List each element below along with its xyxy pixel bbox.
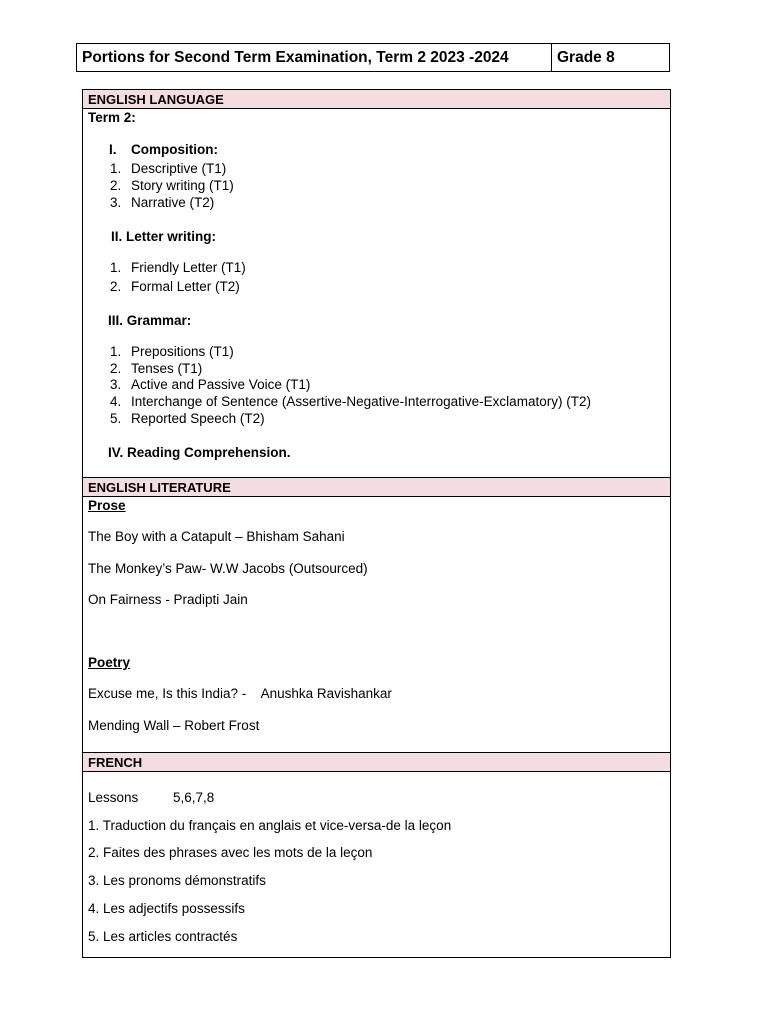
page-title: Portions for Second Term Examination, Term 2 2023 -2024	[77, 44, 552, 71]
poetry-item: Excuse me, Is this India? - Anushka Ravishankar	[88, 686, 392, 701]
list-item: Narrative (T2)	[131, 195, 215, 210]
grade-label: Grade 8	[557, 48, 615, 66]
poetry-item: Mending Wall – Robert Frost	[88, 718, 260, 733]
french-item: 1. Traduction du français en anglais et vice-versa-de la leçon	[88, 818, 452, 833]
list-item: Tenses (T1)	[131, 361, 203, 376]
english-literature-section	[82, 477, 671, 753]
french-item: 5. Les articles contractés	[88, 929, 238, 944]
french-item: 3. Les pronoms démonstratifs	[88, 873, 266, 888]
prose-item: On Fairness - Pradipti Jain	[88, 592, 248, 607]
prose-item: The Boy with a Catapult – Bhisham Sahani	[88, 529, 345, 544]
composition-numeral: I.	[109, 142, 117, 157]
list-number: 4.	[110, 394, 122, 409]
section-heading: ENGLISH LANGUAGE	[83, 90, 670, 109]
list-number: 2.	[110, 279, 122, 294]
list-number: 2.	[110, 178, 122, 193]
list-number: 3.	[110, 195, 122, 210]
french-item: 4. Les adjectifs possessifs	[88, 901, 245, 916]
french-section	[82, 752, 671, 958]
list-item: Interchange of Sentence (Assertive-Negative-Interrogative-Exclamatory) (T2)	[131, 394, 591, 409]
list-item: Reported Speech (T2)	[131, 411, 265, 426]
section-heading: FRENCH	[83, 753, 670, 772]
title-table	[76, 43, 670, 72]
prose-heading: Prose	[88, 498, 126, 513]
list-item: Active and Passive Voice (T1)	[131, 377, 311, 392]
letter-writing-heading: II. Letter writing:	[111, 229, 217, 244]
list-number: 2.	[110, 361, 122, 376]
list-item: Friendly Letter (T1)	[131, 260, 246, 275]
french-item: 2. Faites des phrases avec les mots de la leçon	[88, 845, 373, 860]
section-heading: ENGLISH LITERATURE	[83, 478, 670, 497]
list-number: 5.	[110, 411, 122, 426]
list-number: 3.	[110, 377, 122, 392]
list-number: 1.	[110, 344, 122, 359]
list-item: Formal Letter (T2)	[131, 279, 240, 294]
grammar-heading: III. Grammar:	[108, 313, 192, 328]
list-item: Prepositions (T1)	[131, 344, 234, 359]
prose-item: The Monkey’s Paw- W.W Jacobs (Outsourced)	[88, 561, 368, 576]
composition-heading: Composition:	[131, 142, 218, 157]
reading-comprehension-heading: IV. Reading Comprehension.	[108, 445, 291, 460]
term-label: Term 2:	[88, 110, 136, 125]
list-number: 1.	[110, 260, 122, 275]
list-number: 1.	[110, 161, 122, 176]
lessons-value: 5,6,7,8	[173, 790, 215, 805]
list-item: Story writing (T1)	[131, 178, 234, 193]
lessons-label: Lessons	[88, 790, 139, 805]
english-language-section	[82, 89, 671, 479]
poetry-heading: Poetry	[88, 655, 131, 670]
list-item: Descriptive (T1)	[131, 161, 227, 176]
